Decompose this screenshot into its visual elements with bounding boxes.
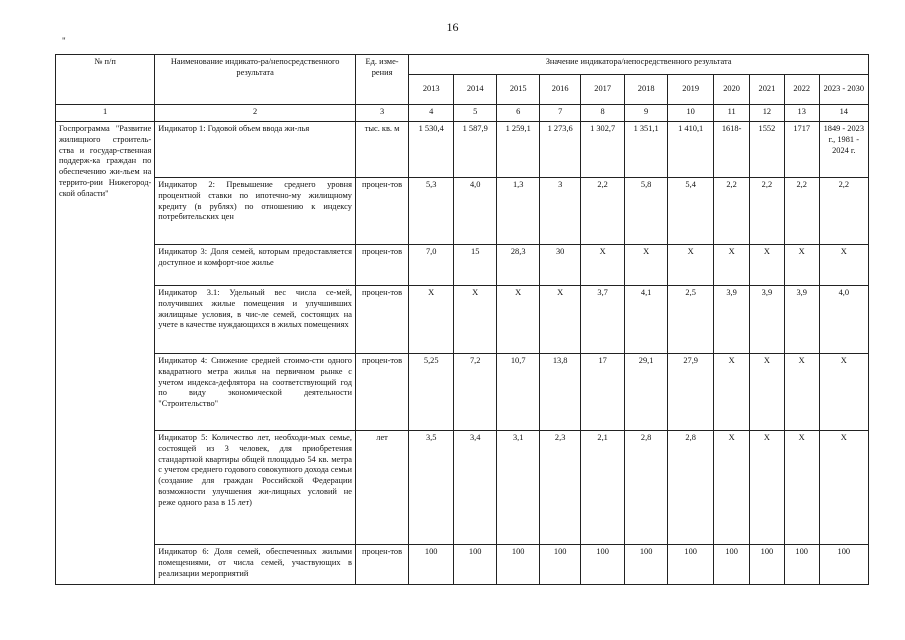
column-number: 7 — [540, 105, 581, 122]
value-cell: 2,2 — [750, 178, 785, 245]
value-cell: 5,4 — [668, 178, 714, 245]
indicator-name: Индикатор 3.1: Удельный вес числа се-мей, получивших жилые помещения и улучшивших жилищные условия, в чис-ле семей, состоящих на учете в качестве нуждающихся в жилых помещениях — [155, 286, 356, 354]
table-row — [56, 354, 869, 431]
indicator-name: Индикатор 1: Годовой объем ввода жи-лья — [155, 122, 356, 178]
table-row — [56, 545, 869, 585]
year-header: 2021 — [750, 75, 785, 105]
value-cell: 15 — [454, 245, 497, 286]
header-num: № п/п — [56, 55, 155, 105]
column-number: 5 — [454, 105, 497, 122]
year-header: 2013 — [409, 75, 454, 105]
value-cell: 4,0 — [454, 178, 497, 245]
unit-cell: процен-тов — [355, 245, 408, 286]
table-row — [56, 178, 869, 245]
value-cell: 1552 — [750, 122, 785, 178]
value-cell: 3 — [540, 178, 581, 245]
value-cell: X — [819, 354, 868, 431]
page-number: 16 — [446, 20, 459, 34]
value-cell: 4,0 — [819, 286, 868, 354]
value-cell: X — [497, 286, 540, 354]
value-cell: 3,4 — [454, 431, 497, 545]
value-cell: 3,9 — [750, 286, 785, 354]
value-cell: X — [625, 245, 668, 286]
value-cell: 1 302,7 — [581, 122, 625, 178]
value-cell: 3,7 — [581, 286, 625, 354]
value-cell: 27,9 — [668, 354, 714, 431]
indicator-name: Индикатор 5: Количество лет, необходи-мых семье, состоящей из 3 человек, для приобретения стандартной квартиры общей площадью 54 кв. метра с учетом среднего годового совокупного дохода семьи (создание для граждан Российской Федерации возможности улучшения жи-лищных условий не реже одного раза в 15 лет) — [155, 431, 356, 545]
value-cell: X — [784, 354, 819, 431]
value-cell: 3,9 — [784, 286, 819, 354]
header-name: Наименование индикато-ра/непосредственного результата — [155, 55, 356, 105]
value-cell: X — [819, 245, 868, 286]
year-header: 2014 — [454, 75, 497, 105]
value-cell: X — [784, 431, 819, 545]
year-header: 2019 — [668, 75, 714, 105]
year-header: 2015 — [497, 75, 540, 105]
value-cell: 2,2 — [784, 178, 819, 245]
column-number: 14 — [819, 105, 868, 122]
value-cell: X — [409, 286, 454, 354]
column-number: 3 — [355, 105, 408, 122]
value-cell: 13,8 — [540, 354, 581, 431]
value-cell: 1849 - 2023 г., 1981 - 2024 г. — [819, 122, 868, 178]
unit-cell: тыс. кв. м — [355, 122, 408, 178]
indicator-name: Индикатор 2: Превышение среднего уровня процентной ставки по ипотечно-му жилищному кредиту (в рублях) по отношению к индексу потребительских цен — [155, 178, 356, 245]
table-row — [56, 245, 869, 286]
year-header: 2022 — [784, 75, 819, 105]
value-cell: 2,5 — [668, 286, 714, 354]
value-cell: X — [668, 245, 714, 286]
indicator-name: Индикатор 6: Доля семей, обеспеченных жилыми помещениями, от числа семей, участвующих в реализации мероприятий — [155, 545, 356, 585]
value-cell: 1 259,1 — [497, 122, 540, 178]
value-cell: 100 — [540, 545, 581, 585]
value-cell: X — [750, 245, 785, 286]
value-cell: 4,1 — [625, 286, 668, 354]
value-cell: X — [714, 354, 750, 431]
value-cell: 28,3 — [497, 245, 540, 286]
value-cell: X — [454, 286, 497, 354]
value-cell: 1618- — [714, 122, 750, 178]
header-unit: Ед. изме-рения — [355, 55, 408, 105]
unit-cell: процен-тов — [355, 178, 408, 245]
value-cell: 3,1 — [497, 431, 540, 545]
column-number: 6 — [497, 105, 540, 122]
unit-cell: процен-тов — [355, 354, 408, 431]
value-cell: 30 — [540, 245, 581, 286]
indicator-table — [55, 54, 869, 585]
value-cell: 100 — [581, 545, 625, 585]
value-cell: X — [784, 245, 819, 286]
value-cell: 1 410,1 — [668, 122, 714, 178]
value-cell: 2,2 — [581, 178, 625, 245]
value-cell: 10,7 — [497, 354, 540, 431]
value-cell: 7,0 — [409, 245, 454, 286]
column-number: 11 — [714, 105, 750, 122]
value-cell: X — [819, 431, 868, 545]
year-header: 2023 - 2030 — [819, 75, 868, 105]
program-name: Госпрограмма "Развитие жилищного строитель-ства и государ-ственная поддерж-ка граждан по обеспечению жи-льем на террито-рии Нижегород-ской области" — [56, 122, 155, 585]
year-header: 2018 — [625, 75, 668, 105]
value-cell: X — [750, 431, 785, 545]
value-cell: 2,8 — [668, 431, 714, 545]
column-number: 13 — [784, 105, 819, 122]
column-number: 1 — [56, 105, 155, 122]
table-row — [56, 431, 869, 545]
value-cell: 3,5 — [409, 431, 454, 545]
value-cell: 1 351,1 — [625, 122, 668, 178]
value-cell: 100 — [819, 545, 868, 585]
value-cell: 100 — [497, 545, 540, 585]
unit-cell: процен-тов — [355, 545, 408, 585]
value-cell: 5,3 — [409, 178, 454, 245]
value-cell: 3,9 — [714, 286, 750, 354]
value-cell: X — [714, 431, 750, 545]
value-cell: 29,1 — [625, 354, 668, 431]
value-cell: 100 — [750, 545, 785, 585]
year-header: 2020 — [714, 75, 750, 105]
column-number: 2 — [155, 105, 356, 122]
value-cell: 100 — [454, 545, 497, 585]
value-cell: 1,3 — [497, 178, 540, 245]
value-cell: 100 — [784, 545, 819, 585]
value-cell: 100 — [714, 545, 750, 585]
value-cell: 1 530,4 — [409, 122, 454, 178]
value-cell: 100 — [625, 545, 668, 585]
unit-cell: процен-тов — [355, 286, 408, 354]
value-cell: 2,8 — [625, 431, 668, 545]
value-cell: X — [581, 245, 625, 286]
column-number: 8 — [581, 105, 625, 122]
value-cell: 2,2 — [819, 178, 868, 245]
year-header: 2017 — [581, 75, 625, 105]
value-cell: 5,25 — [409, 354, 454, 431]
indicator-name: Индикатор 3: Доля семей, которым предоставляется доступное и комфорт-ное жилье — [155, 245, 356, 286]
value-cell: X — [714, 245, 750, 286]
value-cell: 7,2 — [454, 354, 497, 431]
value-cell: X — [540, 286, 581, 354]
value-cell: 2,1 — [581, 431, 625, 545]
table-row — [56, 286, 869, 354]
value-cell: 2,2 — [714, 178, 750, 245]
table-row — [56, 122, 869, 178]
value-cell: 1717 — [784, 122, 819, 178]
column-number: 9 — [625, 105, 668, 122]
value-cell: 5,8 — [625, 178, 668, 245]
column-number: 12 — [750, 105, 785, 122]
unit-cell: лет — [355, 431, 408, 545]
value-cell: 2,3 — [540, 431, 581, 545]
column-number: 4 — [409, 105, 454, 122]
column-number: 10 — [668, 105, 714, 122]
year-header: 2016 — [540, 75, 581, 105]
value-cell: 1 273,6 — [540, 122, 581, 178]
indicator-name: Индикатор 4: Снижение средней стоимо-сти одного квадратного метра жилья на первичном рынке с учетом индекса-дефлятора на соответствующий год по виду экономической деятельности "Строительство" — [155, 354, 356, 431]
value-cell: X — [750, 354, 785, 431]
value-cell: 1 587,9 — [454, 122, 497, 178]
value-cell: 100 — [409, 545, 454, 585]
quote-mark: " — [62, 36, 66, 46]
value-cell: 17 — [581, 354, 625, 431]
header-value-group: Значение индикатора/непосредственного результата — [409, 55, 869, 75]
value-cell: 100 — [668, 545, 714, 585]
